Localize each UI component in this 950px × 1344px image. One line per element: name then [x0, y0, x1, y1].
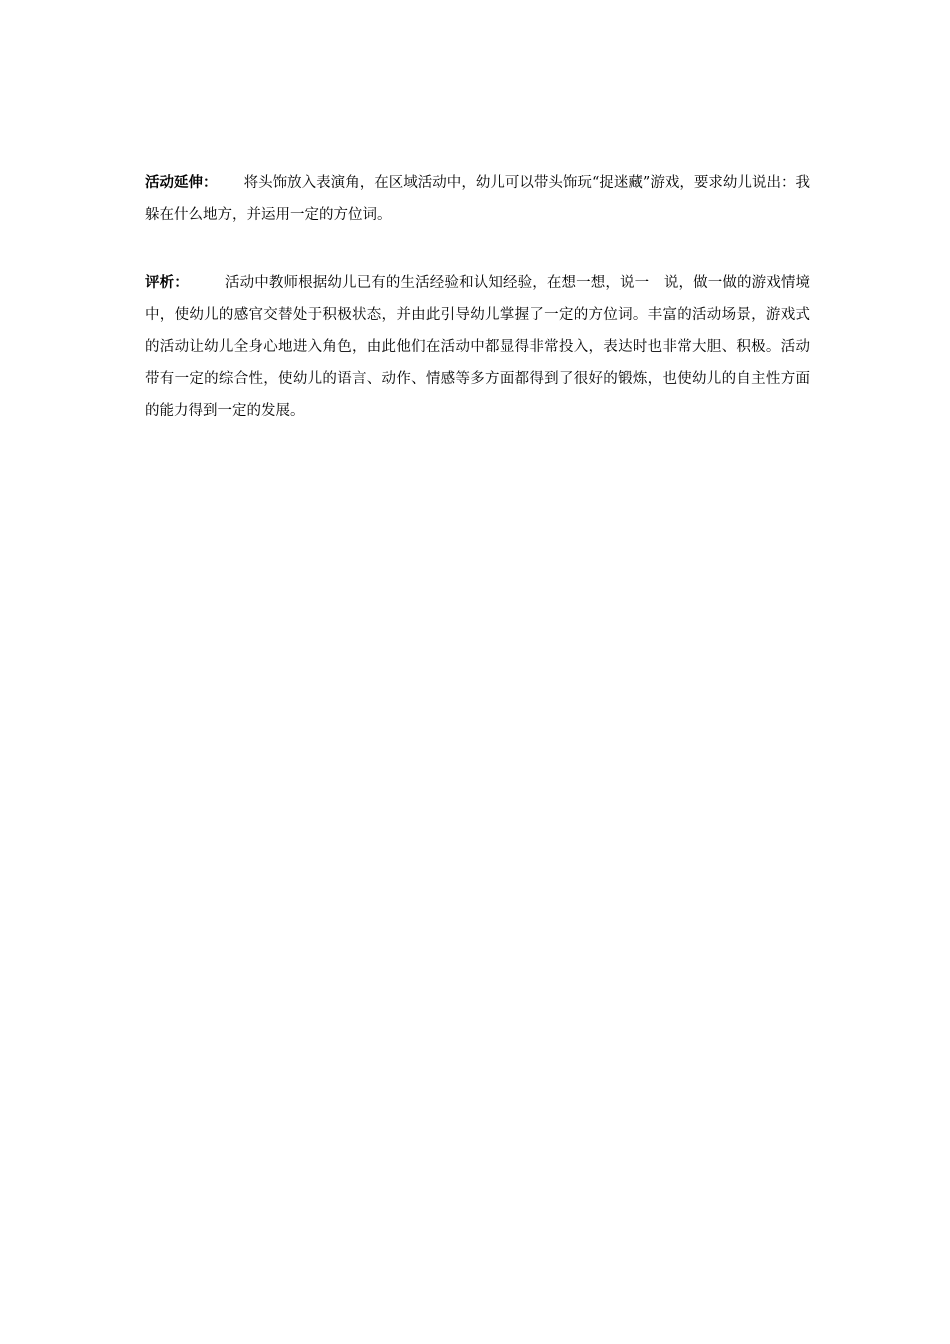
activity-extension-paragraph	[145, 167, 810, 231]
analysis-text: 活动中教师根据幼儿已有的生活经验和认知经验，在想一想，说一 说，做一做的游戏情境中，使幼儿的感官交替处于积极状态，并由此引导幼儿掌握了一定的方位词。丰富的活动场景，游戏式的活动让幼儿全身心地进入角色，由此他们在活动中都显得非常投入，表达时也非常大胆、积极。活动带有一定的综合性，使幼儿的语言、动作、情感等多方面都得到了很好的锻炼，也使幼儿的自主性方面的能力得到一定的发展。	[145, 274, 811, 419]
analysis-label: 评析：	[145, 274, 189, 291]
analysis-paragraph	[145, 267, 810, 427]
activity-extension-label: 活动延伸：	[145, 174, 218, 191]
activity-extension-text: 将头饰放入表演角，在区域活动中，幼儿可以带头饰玩“捉迷藏”游戏，要求幼儿说出：我躲在什么地方，并运用一定的方位词。	[145, 174, 810, 223]
